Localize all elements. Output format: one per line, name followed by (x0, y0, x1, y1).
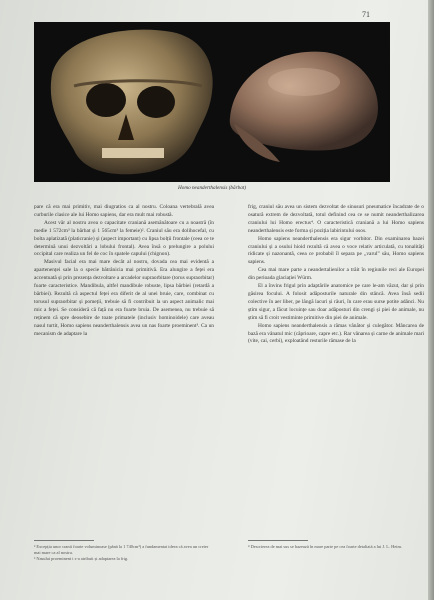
paragraph: Cea mai mare parte a neandertalienilor a trăit în regiunile reci ale Europei din perioada glaciației Würm. (248, 267, 424, 282)
footnote: ⁴ Descrierea de mai sus se bazează în mare parte pe cea foarte detaliată a lui J. L. Heim. (248, 544, 403, 549)
footnote: ² Excepția unor cranii foarte voluminoase (până la 1 740cm³) a fundamentat ideea că avea un creier mai mare ca al nostru. (34, 544, 209, 555)
paragraph: Homo sapiens neanderthalensis a rămas vânător și culegător. Mâncarea de bază era vânatul mic (căprioare, capre etc.). Rar vânarea și carne de animale mari (vite, cai, cerbi), exploatând resturile rămase de la (248, 322, 424, 345)
footnote-rule-left (34, 540, 94, 541)
skull-illustration (34, 22, 390, 182)
skull-photograph (34, 22, 390, 182)
paragraph: pare că era mai primitiv, mai diugratios ca al nostru. Coloana vertebrală avea curburile clasice ale lui Homo sapiens, dar era mult mai robustă. (34, 204, 214, 218)
footnote: ³ Nasului proeminent i s-a atribuit și adaptarea la frig. (34, 555, 129, 561)
figure-caption: Homo neanderthalensis (bărbat) (177, 185, 246, 191)
footnotes-left (34, 544, 214, 561)
paragraph: Homo sapiens neanderthalensis era sigur vorbitor. Din examinarea bazei craniului și a osului hioid rezultă că avea o voce relativ articulată, cu tonalități ridicate și nazonantă, ceea ce probabil îl separa pe „varul” său, Homo sapiens sapiens. (248, 235, 424, 266)
footnote-rule-right (248, 540, 308, 541)
footnotes-right (248, 544, 418, 550)
right-text-column (248, 204, 424, 346)
paragraph: Acest văr al nostru avea o capacitate craniană asemănătoare cu a noastră (în medie 1 572cm³ la bărbat și 1 565cm³ la femeie)². Craniul său era dolihocefal, cu bolta aplatizată (platicranie) și (aspect important) cu lipsa bolții frontale (ceea ce te determină unui dezvoltări a lobului frontal). Avea însă o prelungire a polului occipital care realiza un fel de coc în spatele capului (chignon). (34, 219, 214, 258)
book-spine-edge (428, 0, 434, 600)
paragraph: frig, craniul său avea un sistem dezvoltat de sinusuri pneumatice încadrate de o osatură extrem de dezvoltată, totul definind cea ce se numit neanderthalizarea craniului lui Homo erectus⁴. O caracteristică craniană a lui Homo sapiens neanderthalensis este forma și poziția labirintului osos. (248, 204, 424, 234)
left-text-column (34, 204, 214, 338)
paragraph: Masivul facial era mai mare decât al nostru, dovada cea mai evidentă a apartenenței sale la o specie bătrânicia mai primitivă. Era alungire a feței era accentuată și prin prezența dezvoltare a arcadelor supraorbitare (torus supraorbitar) foarte caracteristice. Mandibula, altfel mandibule robuste, lipsa bărbiei (retardă a bărbiei). Rezultă că aspectul feței era diferit de al unei bruie, care, combinat cu torusul supraorbitar și pomeții, trebuie să fi contribuit la un aspect animalic mai mic a feței. Se consideră că față nu era foarte bruia. De asemenea, nu trebuie să reținem că spre deosebire de toate primatele (inclusiv hominoidele) care aveau nasul turtit, Homo sapiens neanderthalensis avea un nas foarte proeminent³. Ca un mecanism de adaptare la (34, 259, 214, 337)
page-number: 71 (362, 10, 370, 19)
paragraph: El a învins frigul prin adaptările anatomice pe care le-am văzut, dar și prin găsirea focului. A folosit adăposturile naturale din stâncă. Avea însă sedii colective în aer liber, pe lângă lacuri și râuri, în care erau surse potite adânci. Nu știm sigur, a făcut locuințe sau doar adăposturi din crengi și piei de animale, nu știm să fi croit vestiminte primitive din piei de animale. (248, 283, 424, 321)
